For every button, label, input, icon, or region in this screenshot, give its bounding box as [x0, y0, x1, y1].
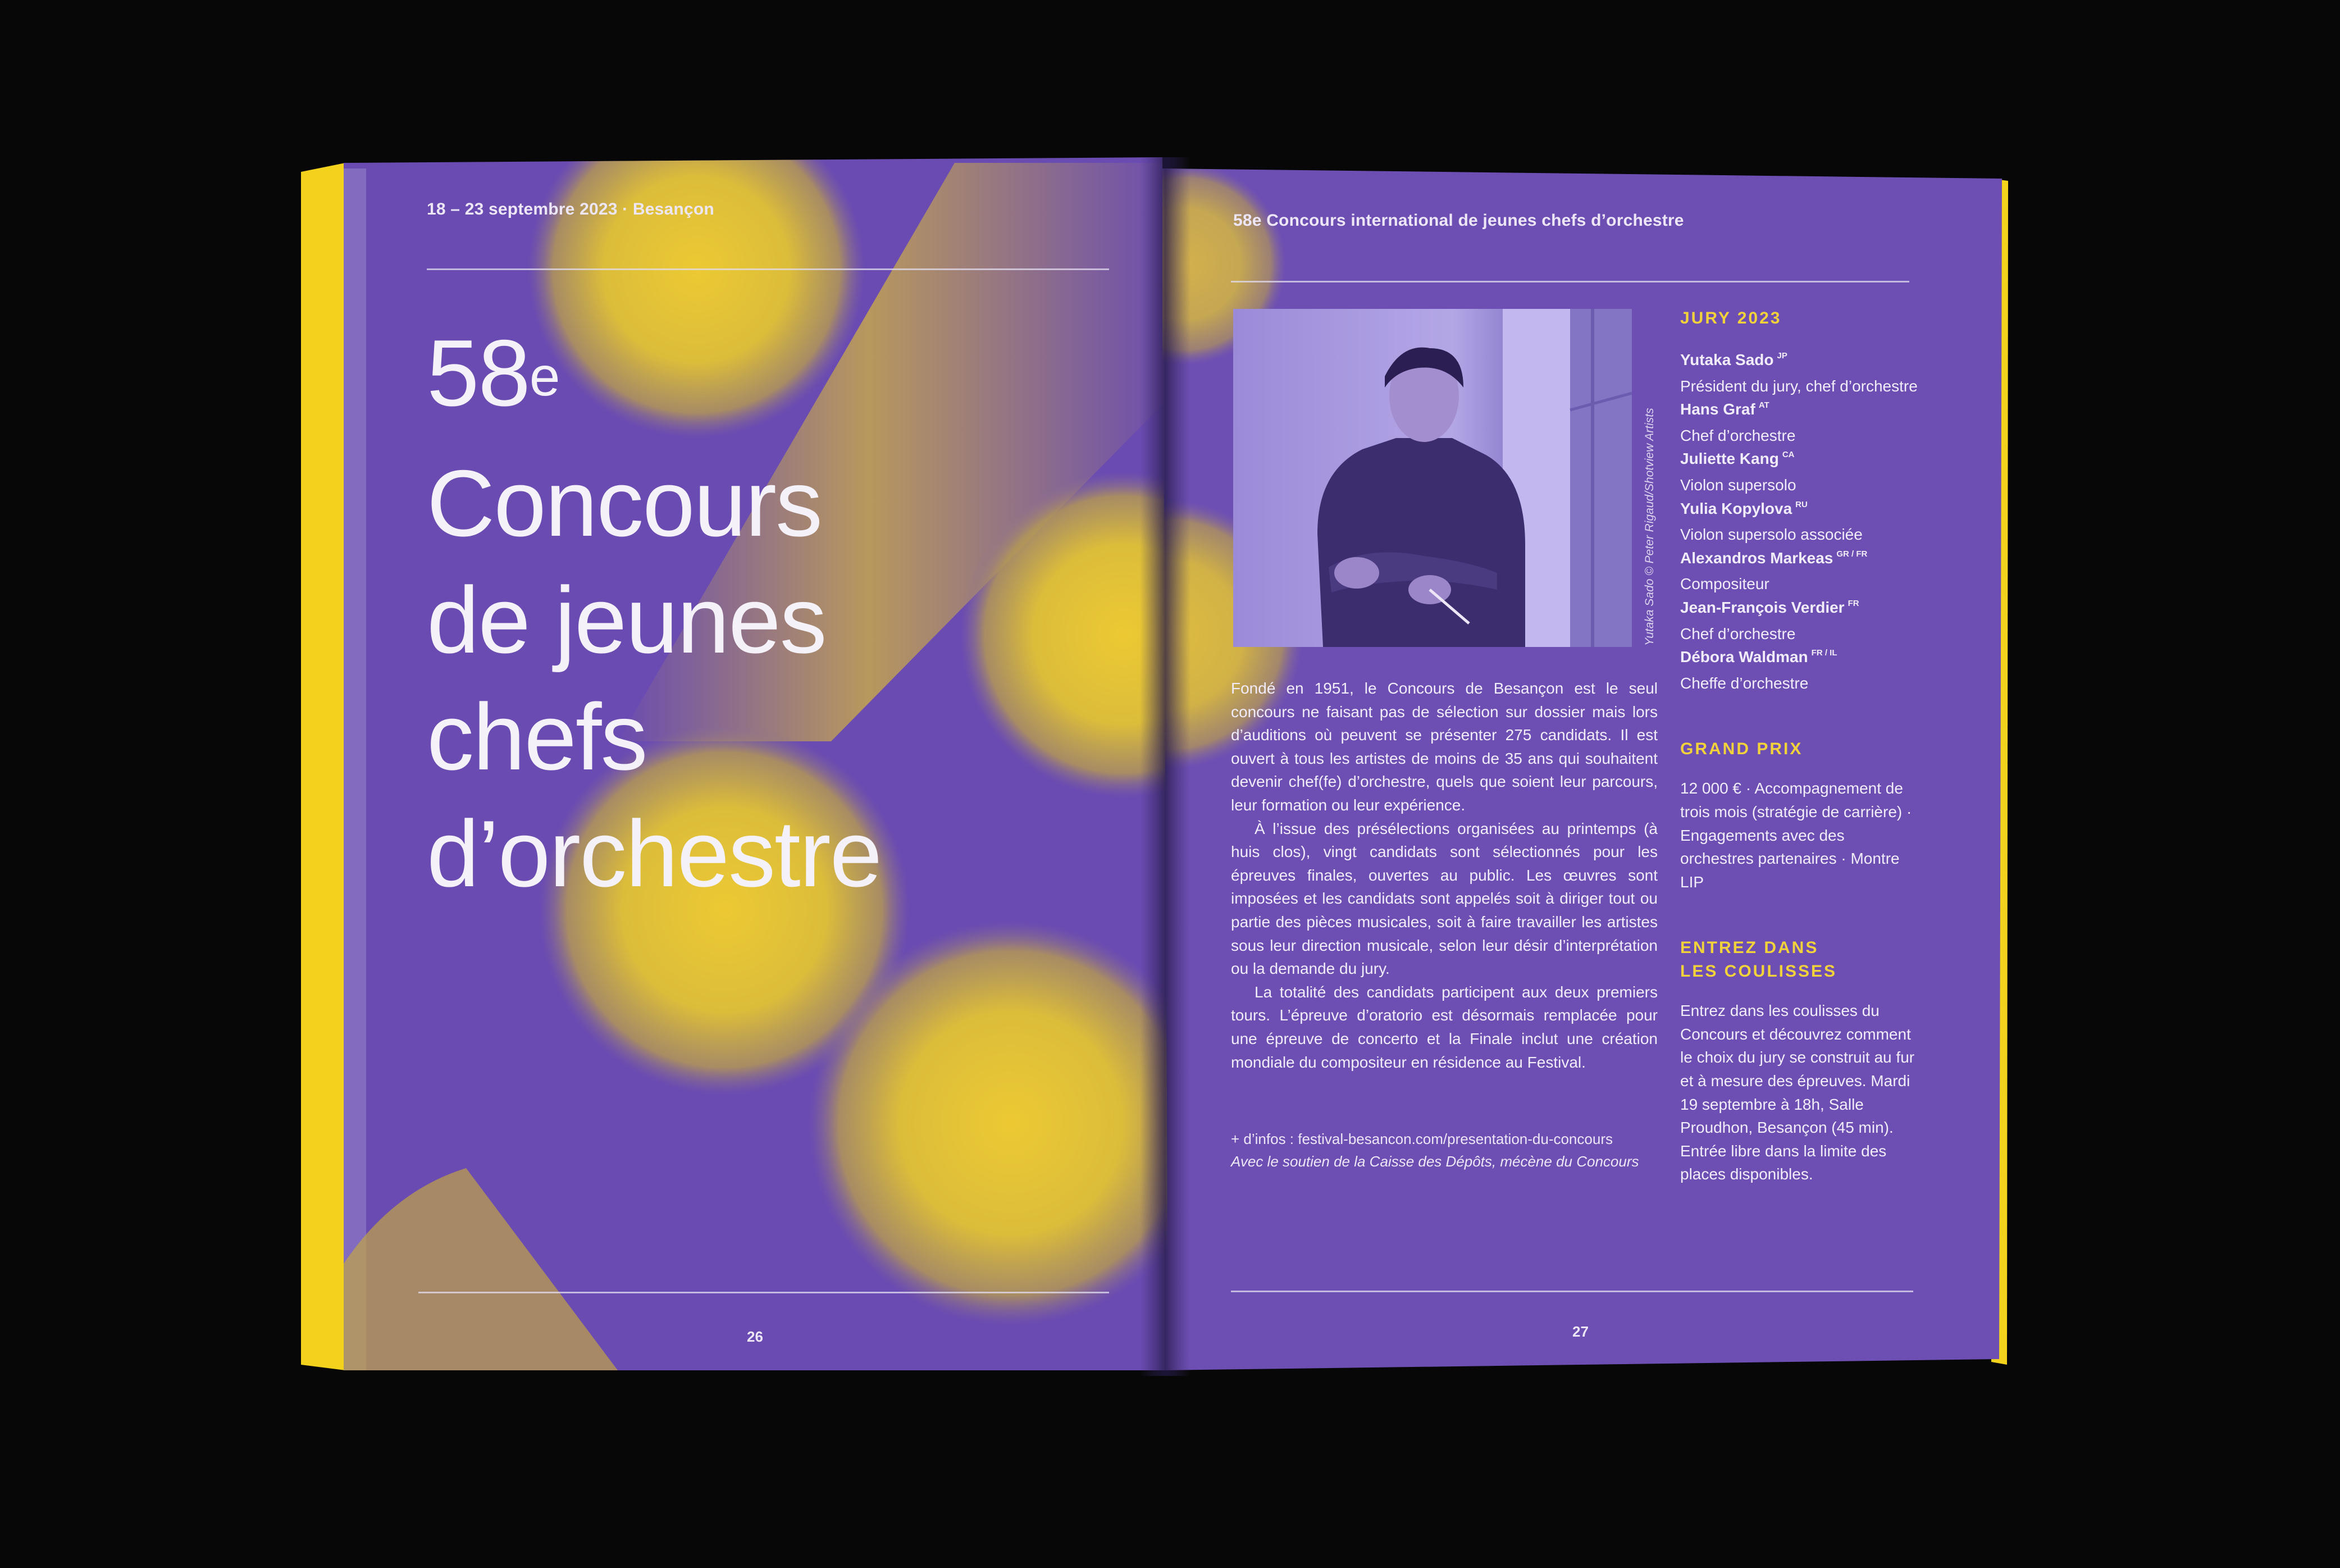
juror-name: Débora Waldman — [1680, 648, 1808, 666]
jury-member — [1680, 398, 1922, 447]
conductor-photo — [1233, 309, 1632, 647]
juror-country: AT — [1758, 400, 1769, 411]
jury-member — [1680, 348, 1922, 398]
title-line-4: d’orchestre — [427, 801, 882, 906]
juror-role: Président du jury, chef d’orchestre — [1680, 377, 1918, 395]
title-number: 58 — [427, 320, 530, 426]
page-title — [427, 314, 1157, 912]
juror-name: Juliette Kang — [1680, 450, 1779, 468]
more-info-link: + d’infos : festival-besancon.com/presentation-du-concours — [1231, 1131, 1613, 1147]
body-paragraph-3: La totalité des candidats participent aux deux premiers tours. L’épreuve d’oratorio est désormais remplacée pour une épreuve de concerto et la Finale inclut une création mondiale du compositeur en résidence au Festival. — [1231, 983, 1658, 1071]
jury-member — [1680, 497, 1922, 546]
title-number-line — [427, 314, 1157, 445]
coulisses-heading-line-2: LES COULISSES — [1680, 962, 1837, 981]
jury-member — [1680, 596, 1922, 645]
title-line-2: de jeunes — [427, 567, 826, 673]
jury-member — [1680, 447, 1922, 496]
juror-name: Jean-François Verdier — [1680, 598, 1845, 616]
right-bottom-rule — [1231, 1291, 1913, 1292]
jury-heading: JURY 2023 — [1680, 309, 1782, 327]
juror-role: Violon supersolo associée — [1680, 526, 1863, 544]
coulisses-heading — [1680, 936, 1922, 983]
juror-name: Alexandros Markeas — [1680, 549, 1833, 567]
juror-name: Yutaka Sado — [1680, 351, 1774, 368]
jury-member — [1680, 546, 1922, 596]
juror-country: RU — [1795, 499, 1808, 509]
juror-role: Compositeur — [1680, 575, 1769, 593]
title-line-1: Concours — [427, 450, 822, 556]
grand-prix-text: 12 000 € · Accompagnement de trois mois (stratégie de carrière) · Engagements avec des orchestres partenaires · Montre LIP — [1680, 780, 1912, 891]
jury-list — [1680, 348, 1922, 695]
left-bottom-rule — [418, 1292, 1109, 1293]
body-paragraph-1: Fondé en 1951, le Concours de Besançon est le seul concours ne faisant pas de sélection sur dossier mais lors d’auditions où peuvent se présenter 275 candidats. Il est ouvert à tous les artistes de moins de 35 ans qui souhaitent devenir chef(fe) d’orchestre, quels que soient leur parcours, leur formation ou leur expérience. — [1231, 680, 1658, 814]
photo-credit: Yutaka Sado © Peter Rigaud/Shotview Artists — [1643, 408, 1656, 646]
body-text — [1231, 677, 1658, 1074]
title-superscript: e — [529, 345, 559, 407]
juror-country: JP — [1777, 351, 1787, 361]
juror-name: Hans Graf — [1680, 400, 1755, 418]
title-line-3: chefs — [427, 684, 647, 790]
right-page-number: 27 — [1572, 1323, 1589, 1340]
left-running-head: 18 – 23 septembre 2023 · Besançon — [427, 200, 714, 218]
juror-role: Violon supersolo — [1680, 476, 1796, 494]
more-info-block — [1231, 1128, 1675, 1173]
juror-role: Cheffe d’orchestre — [1680, 674, 1809, 692]
juror-name: Yulia Kopylova — [1680, 499, 1792, 517]
left-page-number: 26 — [747, 1328, 763, 1345]
juror-country: FR / IL — [1811, 648, 1837, 658]
juror-country: GR / FR — [1836, 549, 1868, 559]
grand-prix-heading: GRAND PRIX — [1680, 740, 1803, 759]
sponsor-line: Avec le soutien de la Caisse des Dépôts, mécène du Concours — [1231, 1153, 1639, 1170]
juror-country: FR — [1848, 598, 1859, 608]
coulisses-text: Entrez dans les coulisses du Concours et découvrez comment le choix du jury se construit au fur et à mesure des épreuves. Mardi 19 septembre à 18h, Salle Proudhon, Besançon (45 min). Entrée libre dans la limite des places disponibles. — [1680, 1002, 1915, 1183]
sidebar-column — [1680, 307, 1922, 1186]
juror-country: CA — [1782, 450, 1795, 460]
body-paragraph-2: À l’issue des présélections organisées au printemps (à huis clos), vingt candidats sont sélectionnés pour les épreuves finales, ouvertes au public. Les œuvres sont imposées et les candidats sont appelés soit à diriger tout ou partie des pièces musicales, soit à faire travailler les artistes sous leur direction musicale, selon leur désir d’interprétation ou la demande du jury. — [1231, 819, 1658, 978]
left-top-rule — [427, 268, 1109, 270]
juror-role: Chef d’orchestre — [1680, 625, 1796, 642]
jury-member — [1680, 645, 1922, 695]
right-top-rule — [1231, 281, 1909, 282]
coulisses-heading-line-1: ENTREZ DANS — [1680, 938, 1819, 958]
right-running-head: 58e Concours international de jeunes chefs d’orchestre — [1233, 211, 1684, 230]
juror-role: Chef d’orchestre — [1680, 426, 1796, 444]
